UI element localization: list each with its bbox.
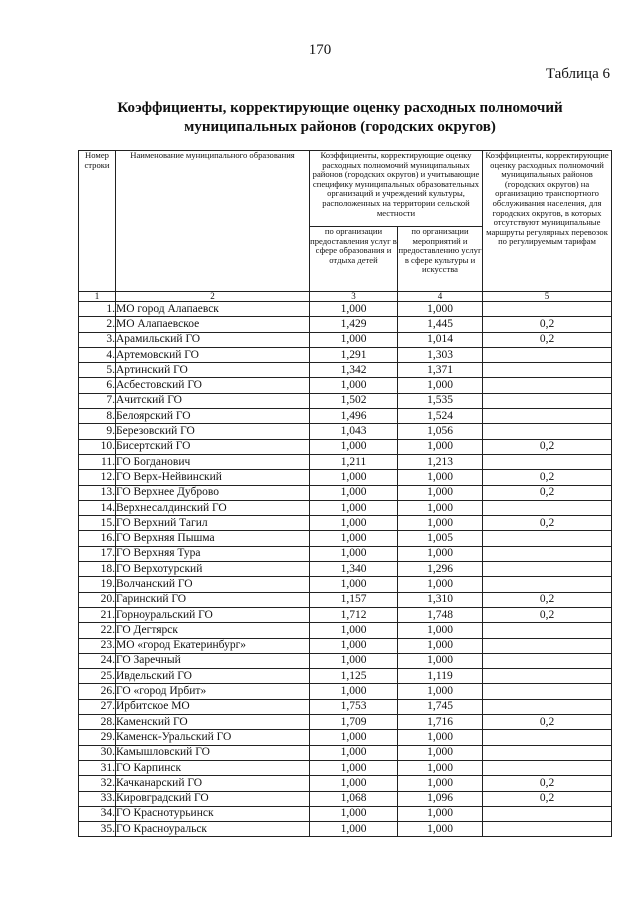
- education-coefficient-cell: 1,000: [310, 745, 398, 760]
- table-row: [79, 546, 612, 561]
- education-coefficient-cell: 1,000: [310, 470, 398, 485]
- header-education: по организации предоставления услуг в сфере образования и отдыха детей: [310, 227, 398, 292]
- transport-coefficient-cell: 0,2: [483, 332, 612, 347]
- education-coefficient-cell: 1,000: [310, 485, 398, 500]
- row-number-cell: 22.: [79, 623, 116, 638]
- municipality-name-cell: ГО Красноуральск: [116, 822, 310, 837]
- transport-coefficient-cell: [483, 806, 612, 821]
- transport-coefficient-cell: [483, 577, 612, 592]
- municipality-name-cell: ГО Верхняя Тура: [116, 546, 310, 561]
- header-row-number: Номер строки: [79, 151, 116, 292]
- municipality-name-cell: МО Алапаевское: [116, 317, 310, 332]
- municipality-name-cell: ГО Богданович: [116, 454, 310, 469]
- row-number-cell: 3.: [79, 332, 116, 347]
- municipality-name-cell: Каменск-Уральский ГО: [116, 730, 310, 745]
- culture-coefficient-cell: 1,000: [398, 806, 483, 821]
- municipality-name-cell: Камышловский ГО: [116, 745, 310, 760]
- table-row: [79, 393, 612, 408]
- culture-coefficient-cell: 1,000: [398, 822, 483, 837]
- education-coefficient-cell: 1,125: [310, 669, 398, 684]
- municipality-name-cell: Ачитский ГО: [116, 393, 310, 408]
- municipality-name-cell: Бисертский ГО: [116, 439, 310, 454]
- row-number-cell: 35.: [79, 822, 116, 837]
- table-row: [79, 592, 612, 607]
- education-coefficient-cell: 1,000: [310, 439, 398, 454]
- culture-coefficient-cell: 1,000: [398, 546, 483, 561]
- table-row: [79, 638, 612, 653]
- transport-coefficient-cell: [483, 699, 612, 714]
- header-name: Наименование муниципального образования: [116, 151, 310, 292]
- transport-coefficient-cell: [483, 623, 612, 638]
- table-row: [79, 470, 612, 485]
- municipality-name-cell: ГО Верхнее Дуброво: [116, 485, 310, 500]
- education-coefficient-cell: 1,000: [310, 623, 398, 638]
- education-coefficient-cell: 1,068: [310, 791, 398, 806]
- culture-coefficient-cell: 1,000: [398, 760, 483, 775]
- culture-coefficient-cell: 1,524: [398, 409, 483, 424]
- transport-coefficient-cell: 0,2: [483, 516, 612, 531]
- row-number-cell: 17.: [79, 546, 116, 561]
- table-row: [79, 684, 612, 699]
- culture-coefficient-cell: 1,000: [398, 302, 483, 317]
- education-coefficient-cell: 1,291: [310, 347, 398, 362]
- column-number: 2: [116, 292, 310, 302]
- transport-coefficient-cell: 0,2: [483, 715, 612, 730]
- transport-coefficient-cell: [483, 393, 612, 408]
- header-culture: по организации мероприятий и предоставлению услуг в сфере культуры и искусства: [398, 227, 483, 292]
- row-number-cell: 21.: [79, 607, 116, 622]
- coefficients-table: [78, 150, 612, 837]
- row-number-cell: 7.: [79, 393, 116, 408]
- culture-coefficient-cell: 1,000: [398, 516, 483, 531]
- culture-coefficient-cell: 1,748: [398, 607, 483, 622]
- education-coefficient-cell: 1,211: [310, 454, 398, 469]
- transport-coefficient-cell: 0,2: [483, 776, 612, 791]
- education-coefficient-cell: 1,000: [310, 546, 398, 561]
- education-coefficient-cell: 1,157: [310, 592, 398, 607]
- culture-coefficient-cell: 1,745: [398, 699, 483, 714]
- row-number-cell: 28.: [79, 715, 116, 730]
- transport-coefficient-cell: [483, 684, 612, 699]
- education-coefficient-cell: 1,000: [310, 332, 398, 347]
- culture-coefficient-cell: 1,000: [398, 730, 483, 745]
- municipality-name-cell: ГО Верх-Нейвинский: [116, 470, 310, 485]
- education-coefficient-cell: 1,000: [310, 638, 398, 653]
- culture-coefficient-cell: 1,119: [398, 669, 483, 684]
- row-number-cell: 24.: [79, 653, 116, 668]
- row-number-cell: 26.: [79, 684, 116, 699]
- education-coefficient-cell: 1,043: [310, 424, 398, 439]
- table-row: [79, 485, 612, 500]
- table-row: [79, 317, 612, 332]
- row-number-cell: 23.: [79, 638, 116, 653]
- title-line-1: Коэффициенты, корректирующие оценку расходных полномочий: [117, 100, 563, 116]
- culture-coefficient-cell: 1,000: [398, 485, 483, 500]
- row-number-cell: 1.: [79, 302, 116, 317]
- document-title: [60, 99, 620, 137]
- table-row: [79, 791, 612, 806]
- municipality-name-cell: МО город Алапаевск: [116, 302, 310, 317]
- row-number-cell: 12.: [79, 470, 116, 485]
- table-row: [79, 715, 612, 730]
- row-number-cell: 27.: [79, 699, 116, 714]
- table-row: [79, 378, 612, 393]
- transport-coefficient-cell: [483, 822, 612, 837]
- column-number: 1: [79, 292, 116, 302]
- row-number-cell: 32.: [79, 776, 116, 791]
- transport-coefficient-cell: [483, 669, 612, 684]
- table-row: [79, 409, 612, 424]
- education-coefficient-cell: 1,342: [310, 363, 398, 378]
- municipality-name-cell: ГО Заречный: [116, 653, 310, 668]
- education-coefficient-cell: 1,709: [310, 715, 398, 730]
- municipality-name-cell: Верхнесалдинский ГО: [116, 500, 310, 515]
- education-coefficient-cell: 1,496: [310, 409, 398, 424]
- education-coefficient-cell: 1,000: [310, 500, 398, 515]
- education-coefficient-cell: 1,712: [310, 607, 398, 622]
- table-row: [79, 424, 612, 439]
- transport-coefficient-cell: [483, 378, 612, 393]
- row-number-cell: 2.: [79, 317, 116, 332]
- row-number-cell: 4.: [79, 347, 116, 362]
- row-number-cell: 5.: [79, 363, 116, 378]
- row-number-cell: 30.: [79, 745, 116, 760]
- municipality-name-cell: ГО Дегтярск: [116, 623, 310, 638]
- municipality-name-cell: Березовский ГО: [116, 424, 310, 439]
- municipality-name-cell: Артемовский ГО: [116, 347, 310, 362]
- transport-coefficient-cell: 0,2: [483, 439, 612, 454]
- row-number-cell: 19.: [79, 577, 116, 592]
- row-number-cell: 14.: [79, 500, 116, 515]
- municipality-name-cell: Артинский ГО: [116, 363, 310, 378]
- transport-coefficient-cell: 0,2: [483, 791, 612, 806]
- culture-coefficient-cell: 1,716: [398, 715, 483, 730]
- municipality-name-cell: Кировградский ГО: [116, 791, 310, 806]
- municipality-name-cell: ГО Верхотурский: [116, 562, 310, 577]
- header-transport-coefficient: Коэффициенты, корректирующие оценку расходных полномочий муниципальных районов (городских округов) на организацию транспортного обслуживания населения, для городских округов, в которых отсутствуют муниципальные маршруты регулярных перевозок по регулируемым тарифам: [483, 151, 612, 292]
- culture-coefficient-cell: 1,000: [398, 653, 483, 668]
- transport-coefficient-cell: [483, 562, 612, 577]
- municipality-name-cell: ГО «город Ирбит»: [116, 684, 310, 699]
- culture-coefficient-cell: 1,303: [398, 347, 483, 362]
- education-coefficient-cell: 1,502: [310, 393, 398, 408]
- table-row: [79, 745, 612, 760]
- table-row: [79, 531, 612, 546]
- transport-coefficient-cell: [483, 546, 612, 561]
- transport-coefficient-cell: 0,2: [483, 485, 612, 500]
- column-number: 3: [310, 292, 398, 302]
- row-number-cell: 10.: [79, 439, 116, 454]
- column-number: 4: [398, 292, 483, 302]
- table-row: [79, 302, 612, 317]
- education-coefficient-cell: 1,000: [310, 302, 398, 317]
- education-coefficient-cell: 1,000: [310, 760, 398, 775]
- culture-coefficient-cell: 1,000: [398, 439, 483, 454]
- culture-coefficient-cell: 1,213: [398, 454, 483, 469]
- table-row: [79, 363, 612, 378]
- row-number-cell: 25.: [79, 669, 116, 684]
- row-number-cell: 9.: [79, 424, 116, 439]
- transport-coefficient-cell: [483, 454, 612, 469]
- row-number-cell: 18.: [79, 562, 116, 577]
- education-coefficient-cell: 1,000: [310, 730, 398, 745]
- header-rural-coefficients: Коэффициенты, корректирующие оценку расходных полномочий муниципальных районов (городских округов) и учитывающие специфику муниципальных образовательных организаций и учреждений культуры, расположенных на территории сельской местности: [310, 151, 483, 227]
- transport-coefficient-cell: [483, 760, 612, 775]
- transport-coefficient-cell: [483, 500, 612, 515]
- table-row: [79, 347, 612, 362]
- education-coefficient-cell: 1,429: [310, 317, 398, 332]
- row-number-cell: 31.: [79, 760, 116, 775]
- municipality-name-cell: Каменский ГО: [116, 715, 310, 730]
- transport-coefficient-cell: [483, 730, 612, 745]
- transport-coefficient-cell: 0,2: [483, 592, 612, 607]
- education-coefficient-cell: 1,000: [310, 822, 398, 837]
- title-line-2: муниципальных районов (городских округов): [184, 119, 496, 135]
- education-coefficient-cell: 1,000: [310, 577, 398, 592]
- table-row: [79, 730, 612, 745]
- transport-coefficient-cell: [483, 347, 612, 362]
- row-number-cell: 16.: [79, 531, 116, 546]
- education-coefficient-cell: 1,000: [310, 531, 398, 546]
- municipality-name-cell: Волчанский ГО: [116, 577, 310, 592]
- education-coefficient-cell: 1,340: [310, 562, 398, 577]
- culture-coefficient-cell: 1,371: [398, 363, 483, 378]
- row-number-cell: 8.: [79, 409, 116, 424]
- table-row: [79, 806, 612, 821]
- education-coefficient-cell: 1,000: [310, 378, 398, 393]
- municipality-name-cell: ГО Карпинск: [116, 760, 310, 775]
- transport-coefficient-cell: [483, 653, 612, 668]
- municipality-name-cell: Гаринский ГО: [116, 592, 310, 607]
- culture-coefficient-cell: 1,296: [398, 562, 483, 577]
- transport-coefficient-cell: [483, 745, 612, 760]
- transport-coefficient-cell: 0,2: [483, 470, 612, 485]
- transport-coefficient-cell: [483, 531, 612, 546]
- culture-coefficient-cell: 1,000: [398, 776, 483, 791]
- transport-coefficient-cell: [483, 363, 612, 378]
- column-number: 5: [483, 292, 612, 302]
- row-number-cell: 34.: [79, 806, 116, 821]
- culture-coefficient-cell: 1,000: [398, 623, 483, 638]
- culture-coefficient-cell: 1,000: [398, 745, 483, 760]
- table-label: Таблица 6: [545, 66, 610, 82]
- education-coefficient-cell: 1,000: [310, 806, 398, 821]
- culture-coefficient-cell: 1,310: [398, 592, 483, 607]
- table-row: [79, 822, 612, 837]
- table-row: [79, 653, 612, 668]
- transport-coefficient-cell: [483, 424, 612, 439]
- culture-coefficient-cell: 1,000: [398, 638, 483, 653]
- table-row: [79, 623, 612, 638]
- row-number-cell: 15.: [79, 516, 116, 531]
- education-coefficient-cell: 1,000: [310, 684, 398, 699]
- table-row: [79, 607, 612, 622]
- culture-coefficient-cell: 1,056: [398, 424, 483, 439]
- table-row: [79, 776, 612, 791]
- page-number: 170: [308, 42, 332, 58]
- education-coefficient-cell: 1,753: [310, 699, 398, 714]
- municipality-name-cell: ГО Краснотурьинск: [116, 806, 310, 821]
- municipality-name-cell: Ирбитское МО: [116, 699, 310, 714]
- table-row: [79, 699, 612, 714]
- municipality-name-cell: Асбестовский ГО: [116, 378, 310, 393]
- table-row: [79, 669, 612, 684]
- table-row: [79, 516, 612, 531]
- municipality-name-cell: Качканарский ГО: [116, 776, 310, 791]
- municipality-name-cell: Ивдельский ГО: [116, 669, 310, 684]
- row-number-cell: 6.: [79, 378, 116, 393]
- transport-coefficient-cell: 0,2: [483, 317, 612, 332]
- education-coefficient-cell: 1,000: [310, 653, 398, 668]
- education-coefficient-cell: 1,000: [310, 516, 398, 531]
- table-row: [79, 577, 612, 592]
- transport-coefficient-cell: [483, 302, 612, 317]
- table-row: [79, 760, 612, 775]
- municipality-name-cell: ГО Верхняя Пышма: [116, 531, 310, 546]
- transport-coefficient-cell: 0,2: [483, 607, 612, 622]
- culture-coefficient-cell: 1,014: [398, 332, 483, 347]
- municipality-name-cell: Горноуральский ГО: [116, 607, 310, 622]
- row-number-cell: 11.: [79, 454, 116, 469]
- culture-coefficient-cell: 1,445: [398, 317, 483, 332]
- table-row: [79, 454, 612, 469]
- row-number-cell: 33.: [79, 791, 116, 806]
- transport-coefficient-cell: [483, 409, 612, 424]
- row-number-cell: 20.: [79, 592, 116, 607]
- municipality-name-cell: Арамильский ГО: [116, 332, 310, 347]
- table-row: [79, 439, 612, 454]
- municipality-name-cell: ГО Верхний Тагил: [116, 516, 310, 531]
- culture-coefficient-cell: 1,000: [398, 684, 483, 699]
- column-number-row: [79, 292, 612, 302]
- table-row: [79, 332, 612, 347]
- culture-coefficient-cell: 1,096: [398, 791, 483, 806]
- culture-coefficient-cell: 1,000: [398, 470, 483, 485]
- education-coefficient-cell: 1,000: [310, 776, 398, 791]
- table-row: [79, 562, 612, 577]
- row-number-cell: 29.: [79, 730, 116, 745]
- table-row: [79, 500, 612, 515]
- culture-coefficient-cell: 1,000: [398, 577, 483, 592]
- culture-coefficient-cell: 1,535: [398, 393, 483, 408]
- row-number-cell: 13.: [79, 485, 116, 500]
- culture-coefficient-cell: 1,005: [398, 531, 483, 546]
- transport-coefficient-cell: [483, 638, 612, 653]
- culture-coefficient-cell: 1,000: [398, 500, 483, 515]
- culture-coefficient-cell: 1,000: [398, 378, 483, 393]
- municipality-name-cell: МО «город Екатеринбург»: [116, 638, 310, 653]
- municipality-name-cell: Белоярский ГО: [116, 409, 310, 424]
